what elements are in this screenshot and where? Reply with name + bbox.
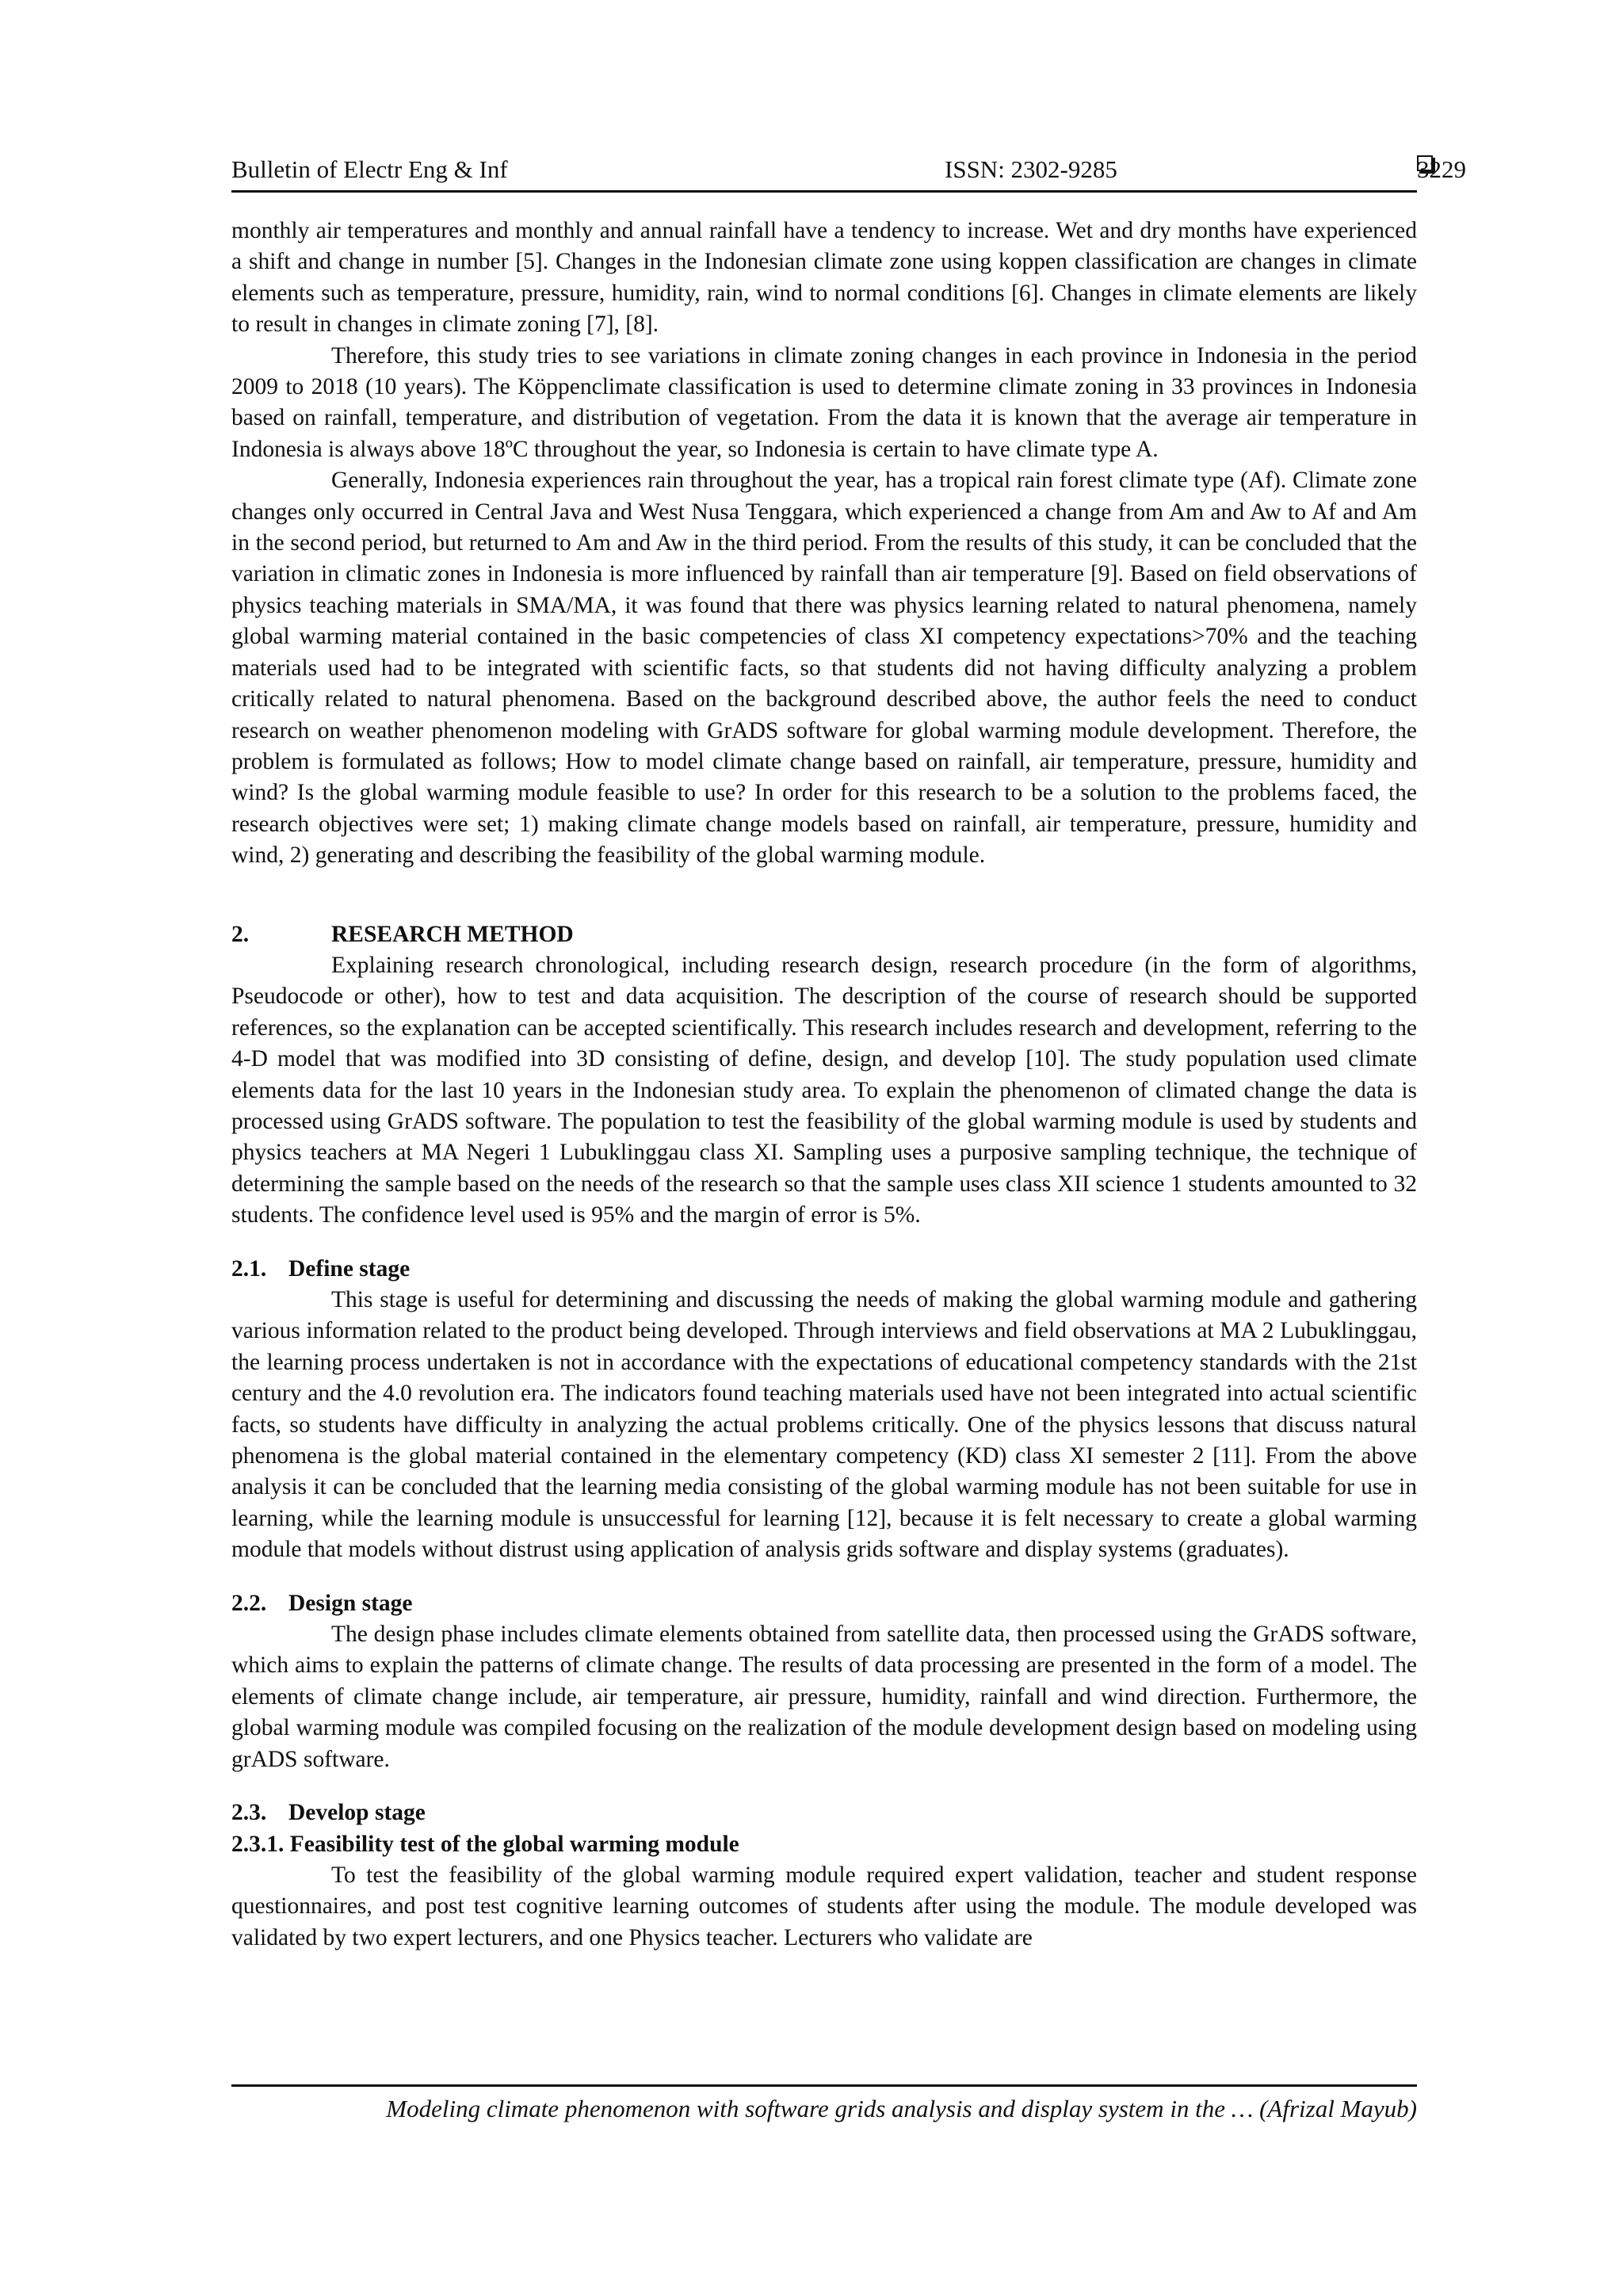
subsection-number: 2.1. [231,1255,267,1282]
paragraph: Therefore, this study tries to see variations in climate zoning changes in each province in Indonesia in the period 2009 to 2018 (10 years). The Köppenclimate classification is used to determine climate zoning in 33 provinces in Indonesia based on rainfall, temperature, and distribution of vegetation. From the data it is known that the average air temperature in Indonesia is always above 18ºC throughout the year, so Indonesia is certain to have climate type A. [231,342,1417,462]
subsection-title: Develop stage [288,1800,426,1826]
article-body [231,216,1417,1954]
section-heading [231,919,1417,950]
subsection-heading [231,1254,1417,1285]
page-header [231,155,1466,193]
paragraph: The design phase includes climate elements obtained from satellite data, then processed using the GrADS software, which aims to explain the patterns of climate change. The results of data processing are presented in the form of a model. The elements of climate change include, air temperature, air pressure, humidity, rainfall and wind direction. Furthermore, the global warming module was compiled focusing on the realization of the module development design based on modeling using grADS software. [231,1622,1417,1772]
subsection-number: 2.3. [231,1800,267,1826]
paragraph: To test the feasibility of the global warming module required expert validation, teacher and student response questionnaires, and post test cognitive learning outcomes of students after using the module. The module developed was validated by two expert lecturers, and one Physics teacher. Lecturers who validate are [231,1862,1417,1950]
subsection-heading [231,1797,1417,1828]
paragraph: Explaining research chronological, including research design, research procedure (in the form of algorithms, Pseudocode or other), how to test and data acquisition. The description of the course of research should be supported references, so the explanation can be accepted scientifically. This research includes research and development, referring to the 4-D model that was modified into 3D consisting of define, design, and develop [10]. The study population used climate elements data for the last 10 years in the Indonesian study area. To explain the phenomenon of climated change the data is processed using GrADS software. The population to test the feasibility of the global warming module is used by students and physics teachers at MA Negeri 1 Lubuklinggau class XI. Sampling uses a purposive sampling technique, the technique of determining the sample based on the needs of the research so that the sample uses class XII science 1 students amounted to 32 students. The confidence level used is 95% and the margin of error is 5%. [231,952,1417,1228]
section-number: 2. [231,921,250,947]
paragraph: This stage is useful for determining and discussing the needs of making the global warming module and gathering various information related to the product being developed. Through interviews and field observations at MA 2 Lubuklinggau, the learning process undertaken is not in accordance with the expectations of educational competency standards with the 21st century and the 4.0 revolution era. The indicators found teaching materials used have not been integrated into actual scientific facts, so students have difficulty in analyzing the actual problems critically. One of the physics lessons that discuss natural phenomena is the global material contained in the elementary competency (KD) class XI semester 2 [11]. From the above analysis it can be concluded that the learning media consisting of the global warming module has not been suitable for use in learning, while the learning module is unsuccessful for learning [12], because it is felt necessary to create a global warming module that models without distrust using application of analysis grids software and display systems (graduates). [231,1287,1417,1563]
subsection-title: Design stage [288,1590,413,1616]
subsection-number: 2.2. [231,1590,267,1616]
page-number: 3229 [1417,155,1466,183]
subsubsection-heading: 2.3.1. Feasibility test of the global warming module [231,1831,739,1857]
subsection-heading [231,1588,1417,1619]
subsection-title: Define stage [288,1255,411,1282]
issn: ISSN: 2302-9285 [945,155,1117,183]
paragraph: Generally, Indonesia experiences rain throughout the year, has a tropical rain forest climate type (Af). Climate zone changes only occurred in Central Java and West Nusa Tenggara, which experienced a change from Am and Aw to Af and Am in the second period, but returned to Am and Aw in the third period. From the results of this study, it can be concluded that the variation in climatic zones in Indonesia is more influenced by rainfall than air temperature [9]. Based on field observations of physics teaching materials in SMA/MA, it was found that there was physics learning related to natural phenomena, namely global warming material contained in the basic competencies of class XI competency expectations>70% and the teaching materials used had to be integrated with scientific facts, so that students did not having difficulty analyzing a problem critically related to natural phenomena. Based on the background described above, the author feels the need to conduct research on weather phenomenon modeling with GrADS software for global warming module development. Therefore, the problem is formulated as follows; How to model climate change based on rainfall, air temperature, pressure, humidity and wind? Is the global warming module feasible to use? In order for this research to be a solution to the problems faced, the research objectives were set; 1) making climate change models based on rainfall, air temperature, pressure, humidity and wind, 2) generating and describing the feasibility of the global warming module. [231,468,1417,869]
journal-name: Bulletin of Electr Eng & Inf [231,155,508,183]
section-title: RESEARCH METHOD [331,921,574,947]
paragraph: monthly air temperatures and monthly and annual rainfall have a tendency to increase. Wet and dry months have experienced a shift and change in number [5]. Changes in the Indonesian climate zone using koppen classification are changes in climate elements such as temperature, pressure, humidity, rain, wind to normal conditions [6]. Changes in climate elements are likely to result in changes in climate zoning [7], [8]. [231,218,1417,338]
page-footer: Modeling climate phenomenon with software grids analysis and display system in the … (Afrizal Mayub) [231,2084,1417,2123]
